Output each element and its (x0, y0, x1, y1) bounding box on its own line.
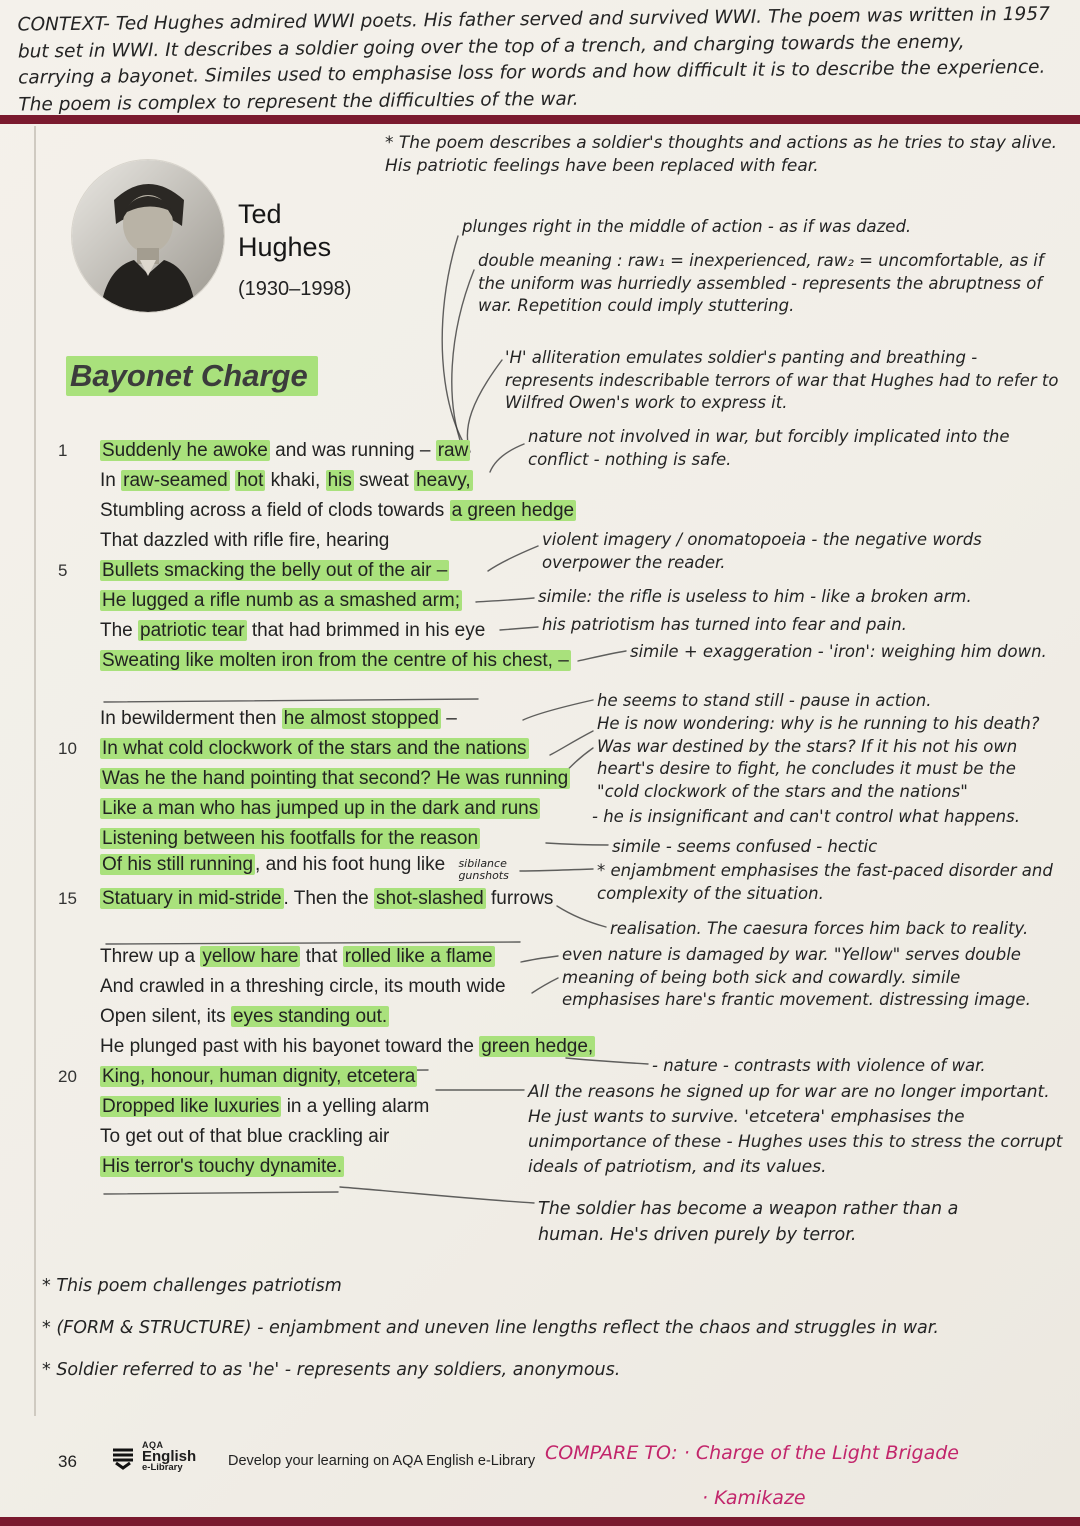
annotation-h-alliteration: 'H' alliteration emulates soldier's panting and breathing - represents indescribable terrors of war that Hughes had to refer to Wilfred Owen's work to express it. (505, 348, 1059, 412)
poem-text-segment: sweat (353, 470, 415, 491)
highlighted-segment: hot (236, 470, 264, 491)
bottom-note: * This poem challenges patriotism (42, 1276, 342, 1296)
annotation-patriotism: his patriotism has turned into fear and pain. (542, 615, 907, 634)
page-number: 36 (58, 1452, 77, 1471)
highlighted-segment: Of his still running (102, 854, 254, 875)
poem-line (58, 704, 618, 734)
portrait-illustration (72, 160, 224, 312)
poem-line (58, 1032, 618, 1062)
annotation-overview: * The poem describes a soldier's thoughts and actions as he tries to stay alive. His patriotic feelings have been replaced with fear. (385, 133, 1058, 176)
annotation-stand-still: he seems to stand still - pause in action. (597, 691, 932, 710)
poem-line (58, 824, 618, 854)
poem-text-segment: and was running – (269, 440, 436, 461)
highlighted-segment: Suddenly he awoke (102, 440, 268, 461)
logo-elibrary-text: e-Library (142, 1462, 183, 1473)
bottom-divider-bar (0, 1517, 1080, 1526)
context-line: CONTEXT- Ted Hughes admired WWI poets. His father served and survived WWI. The poem was written in 1957 (17, 3, 1050, 36)
annotation-simile-rifle: simile: the rifle is useless to him - like a broken arm. (538, 587, 972, 606)
poem-stanza (58, 436, 618, 676)
author-last-name: Hughes (238, 232, 332, 262)
inline-hand-note: sibilance gunshots (458, 857, 509, 882)
context-line: The poem is complex to represent the difficulties of the war. (18, 88, 579, 115)
poem-line (58, 942, 618, 972)
poem-text-segment: Threw up a (100, 946, 201, 967)
highlighted-segment: a green hedge (451, 500, 575, 521)
poem-text-segment: In (100, 470, 122, 491)
logo-aqa-text: AQA (142, 1440, 164, 1450)
annotation-insignificant: - he is insignificant and can't control what happens. (592, 807, 1020, 826)
poem-line (58, 646, 618, 676)
annotation-plunges: plunges right in the middle of action - as if was dazed. (462, 217, 912, 236)
poem-text-segment: , and his foot hung like (255, 854, 451, 875)
annotation-weapon: The soldier has become a weapon rather than a human. He's driven purely by terror. (538, 1199, 959, 1245)
author-years: (1930–1998) (238, 278, 352, 300)
poem-text-segment: In bewilderment then (100, 708, 282, 729)
poem-line (58, 972, 618, 1002)
line-number: 15 (58, 889, 77, 908)
annotation-enjambment: * enjambment emphasises the fast-paced disorder and complexity of the situation. (597, 861, 1053, 903)
poem-line (58, 854, 618, 884)
poem-text-segment: khaki, (265, 470, 326, 491)
poem-line (58, 556, 618, 586)
annotation-nature: nature not involved in war, but forcibly implicated into the conflict - nothing is safe. (528, 427, 1010, 469)
highlighted-segment: Was he the hand pointing that second? He was running (102, 768, 569, 789)
poem-text-segment: in a yelling alarm (281, 1096, 430, 1117)
context-line: but set in WWI. It describes a soldier going over the top of a trench, and charging towards the enemy, (17, 31, 965, 62)
poem-text-segment: And crawled in a threshing circle, its mouth wide (100, 976, 506, 997)
line-number: 5 (58, 561, 68, 580)
line-number: 10 (58, 739, 77, 758)
highlighted-segment: raw (437, 440, 469, 461)
bottom-note: * (FORM & STRUCTURE) - enjambment and uneven line lengths reflect the chaos and struggles in war. (42, 1318, 939, 1338)
compare-to-item: · Charge of the Light Brigade (683, 1442, 959, 1464)
context-line: carrying a bayonet. Similes used to emphasise loss for words and how difficult it is to describe the experience. (18, 56, 1046, 89)
annotation-double-meaning: double meaning : raw₁ = inexperienced, raw₂ = uncomfortable, as if the uniform was hurriedly assembled - represents the abruptness of war. Repetition could imply stuttering. (478, 251, 1044, 315)
annotation-reasons: All the reasons he signed up for war are no longer important. He just wants to survive. 'etcetera' emphasises the unimportance of these - Hughes uses this to stress the corrupt ideals of patriotism, and its values. (528, 1082, 1063, 1177)
highlighted-segment: Sweating like molten iron from the centre of his chest, – (102, 650, 569, 671)
poem-text-segment: furrows (485, 888, 554, 909)
line-number: 20 (58, 1067, 77, 1086)
aqa-logo (110, 1440, 196, 1473)
poem-line (58, 586, 618, 616)
author-first-name: Ted (238, 199, 282, 229)
annotation-realisation: realisation. The caesura forces him back to reality. (610, 919, 1029, 938)
highlighted-segment: eyes standing out. (232, 1006, 388, 1027)
poem-line (58, 496, 618, 526)
highlighted-segment: heavy, (416, 470, 471, 491)
footer-tagline: Develop your learning on AQA English e-Library (228, 1453, 536, 1469)
logo-english-text: English (142, 1448, 197, 1465)
highlighted-segment: Listening between his footfalls for the reason (102, 828, 479, 849)
compare-to-label: COMPARE TO: (545, 1442, 678, 1464)
highlighted-segment: he almost stopped (283, 708, 439, 729)
poem-text-segment: The (100, 620, 139, 641)
poem-line (58, 1002, 618, 1032)
compare-to-note (545, 1442, 959, 1464)
book-stack-icon (110, 1444, 136, 1470)
highlighted-segment: Statuary in mid-stride (102, 888, 282, 909)
highlighted-segment: Dropped like luxuries (102, 1096, 280, 1117)
poem-text-segment: that (300, 946, 343, 967)
highlighted-segment: He lugged a rifle numb as a smashed arm; (102, 590, 461, 611)
poem-title (66, 358, 318, 394)
poem-text-segment: That dazzled with rifle fire, hearing (100, 530, 390, 551)
poem-stanza (58, 704, 618, 914)
poem-line (58, 526, 618, 556)
annotation-wondering: He is now wondering: why is he running to his death? Was war destined by the stars? If it his not his own heart's desire to fight, he concludes it must be the "cold clockwork of the stars and the nations" (597, 714, 1040, 801)
top-divider-bar (0, 115, 1080, 124)
highlighted-segment: his (327, 470, 352, 491)
poem-line (58, 734, 618, 764)
poem-text-segment: – (440, 708, 457, 729)
highlighted-segment: patriotic tear (140, 620, 245, 641)
highlighted-segment: Like a man who has jumped up in the dark and runs (102, 798, 539, 819)
annotation-simile-exaggeration: simile + exaggeration - 'iron': weighing him down. (630, 642, 1047, 661)
annotation-violent-imagery: violent imagery / onomatopoeia - the negative words overpower the reader. (542, 530, 982, 572)
poem-line (58, 764, 618, 794)
poem-line (58, 884, 618, 914)
highlighted-segment: In what cold clockwork of the stars and the nations (102, 738, 527, 759)
annotation-simile-confused: simile - seems confused - hectic (612, 837, 878, 856)
poem-line (58, 794, 618, 824)
compare-to-item: · Kamikaze (702, 1487, 806, 1509)
highlighted-segment: yellow hare (202, 946, 299, 967)
poem-text-segment: To get out of that blue crackling air (100, 1126, 390, 1147)
annotation-nature-contrast: - nature - contrasts with violence of war. (652, 1056, 986, 1075)
author-block (238, 198, 351, 306)
poem-text-segment: Stumbling across a field of clods towards (100, 500, 450, 521)
highlighted-segment: His terror's touchy dynamite. (102, 1156, 343, 1177)
highlighted-segment: green hedge, (481, 1036, 594, 1057)
bottom-note: * Soldier referred to as 'he' - represents any soldiers, anonymous. (42, 1360, 621, 1380)
poem-text-segment: . Then the (283, 888, 375, 909)
context-note (17, 2, 1068, 119)
annotation-yellow-hare: even nature is damaged by war. "Yellow" serves double meaning of being both sick and cowardly. simile emphasises hare's frantic movement. distressing image. (562, 945, 1031, 1009)
margin-rule-line (34, 126, 36, 1416)
highlighted-segment: raw-seamed (123, 470, 228, 491)
ted-hughes-photo (72, 160, 224, 312)
poem-text-segment: Open silent, its (100, 1006, 231, 1027)
highlighted-segment: rolled like a flame (344, 946, 493, 967)
highlighted-segment: shot-slashed (376, 888, 484, 909)
poem-line (58, 616, 618, 646)
line-number: 1 (58, 441, 68, 460)
bottom-notes (42, 1276, 1062, 1402)
poem-title-text: Bayonet Charge (66, 356, 318, 396)
poem (58, 436, 618, 1182)
highlighted-segment: King, honour, human dignity, etcetera (102, 1066, 416, 1087)
poem-text-segment: that had brimmed in his eye (246, 620, 486, 641)
highlighted-segment: Bullets smacking the belly out of the air – (102, 560, 448, 581)
poem-text-segment: He plunged past with his bayonet toward the (100, 1036, 480, 1057)
